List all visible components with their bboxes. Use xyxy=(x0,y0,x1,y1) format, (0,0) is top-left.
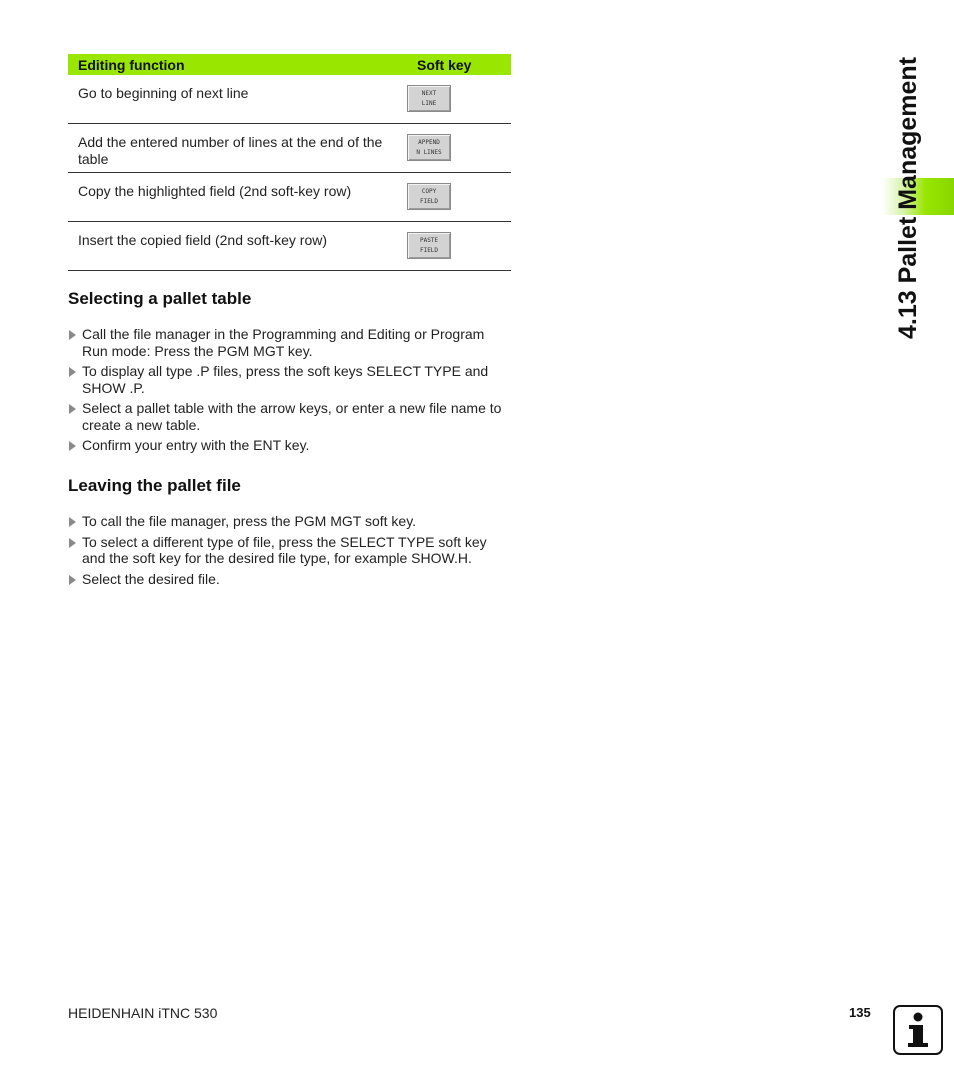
step-text: To call the file manager, press the PGM MGT soft key. xyxy=(82,513,417,529)
row-description: Add the entered number of lines at the end of the table xyxy=(78,134,383,167)
softkey-label-line-2: FIELD xyxy=(419,247,439,255)
softkey-label-line-2: N LINES xyxy=(416,149,442,157)
editing-functions-table xyxy=(68,54,511,271)
append-n-lines-softkey-icon xyxy=(407,134,451,161)
leave-steps-list xyxy=(68,513,512,591)
step-text: To select a different type of file, press the SELECT TYPE soft key and the soft key for the desired file type, for example SHOW.H. xyxy=(82,533,487,566)
list-item xyxy=(68,513,512,530)
select-steps-list xyxy=(68,326,512,458)
info-glyph xyxy=(895,1007,941,1053)
chapter-side-title: 4.13 Pallet Management xyxy=(894,56,922,340)
list-item xyxy=(68,363,512,396)
softkey-label-line-2: FIELD xyxy=(419,198,439,206)
row-description: Copy the highlighted field (2nd soft-key row) xyxy=(78,183,352,199)
heading-leaving-pallet-file: Leaving the pallet file xyxy=(68,476,241,495)
table-row xyxy=(68,75,511,124)
step-text: Call the file manager in the Programming and Editing or Program Run mode: Press the PGM MGT key. xyxy=(82,326,485,359)
footer-product: HEIDENHAIN iTNC 530 xyxy=(68,1005,218,1021)
triangle-bullet-icon xyxy=(69,330,76,340)
triangle-bullet-icon xyxy=(69,517,76,527)
next-line-softkey-icon xyxy=(407,85,451,112)
softkey-label-line-1: APPEND xyxy=(418,138,440,146)
table-row xyxy=(68,173,511,222)
table-row xyxy=(68,222,511,271)
softkey-label-line-1: PASTE xyxy=(419,236,439,244)
softkey-label-line-2: LINE xyxy=(421,100,437,108)
softkey-label-line-1: COPY xyxy=(421,187,437,195)
page-number: 135 xyxy=(849,1005,871,1020)
step-text: Confirm your entry with the ENT key. xyxy=(82,437,310,453)
row-description: Insert the copied field (2nd soft-key row) xyxy=(78,232,328,248)
triangle-bullet-icon xyxy=(69,441,76,451)
table-header xyxy=(68,54,511,75)
list-item xyxy=(68,437,512,454)
list-item xyxy=(68,571,512,588)
header-editing-function: Editing function xyxy=(78,56,185,73)
triangle-bullet-icon xyxy=(69,575,76,585)
list-item xyxy=(68,326,512,359)
list-item xyxy=(68,400,512,433)
triangle-bullet-icon xyxy=(69,367,76,377)
header-soft-key: Soft key xyxy=(417,56,472,73)
table-row xyxy=(68,124,511,173)
triangle-bullet-icon xyxy=(69,404,76,414)
paste-field-softkey-icon xyxy=(407,232,451,259)
row-description: Go to beginning of next line xyxy=(78,85,249,101)
step-text: Select the desired file. xyxy=(82,570,220,587)
softkey-label-line-1: NEXT xyxy=(421,89,437,97)
heading-selecting-pallet-table: Selecting a pallet table xyxy=(68,289,252,308)
step-text: Select a pallet table with the arrow keys, or enter a new file name to create a new table. xyxy=(82,400,502,433)
info-icon xyxy=(893,1005,943,1055)
list-item xyxy=(68,534,512,567)
copy-field-softkey-icon xyxy=(407,183,451,210)
step-text: To display all type .P files, press the soft keys SELECT TYPE and SHOW .P. xyxy=(82,363,489,396)
triangle-bullet-icon xyxy=(69,538,76,548)
